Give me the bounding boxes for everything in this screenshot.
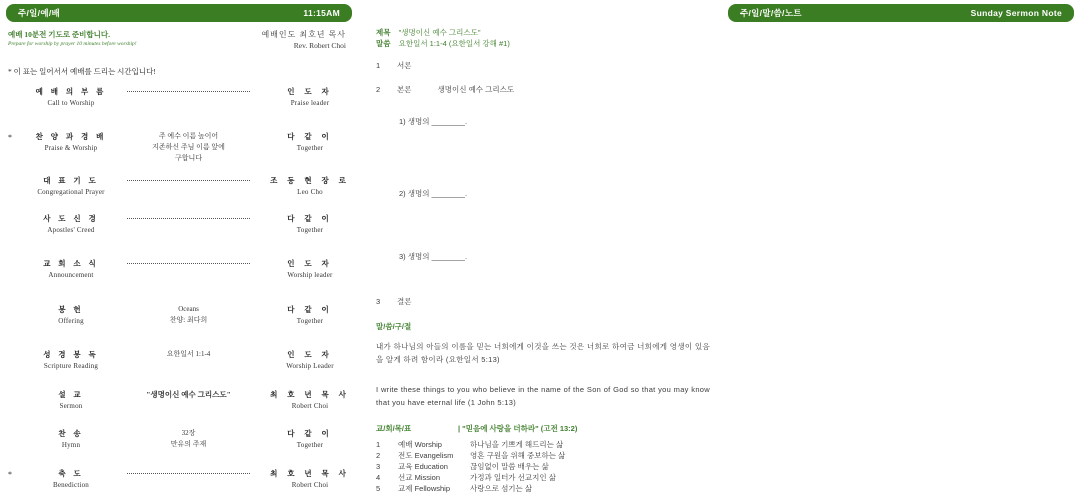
order-item-title-ko: 봉 헌 (58, 305, 84, 314)
outline-body-subtitle: 생명이신 예수 그리스도 (437, 85, 515, 94)
order-item-title-en: Announcement (48, 271, 94, 279)
order-item-title-en: Congregational Prayer (37, 188, 105, 196)
order-item-role-ko: 최 호 년 목 사 (270, 390, 350, 399)
verse-korean: 내가 하나님의 아들의 이름을 믿는 너희에게 이것을 쓰는 것은 너희로 하여금 너희에게 영생이 있음을 알게 하려 함이라 (요한일서 5:13) (376, 342, 710, 365)
sermon-title-text: "생명이신 예수 그리스도" (398, 28, 481, 37)
prep-note-ko: 예배 10분전 기도로 준비합니다. (8, 30, 110, 39)
dotted-leader (127, 213, 250, 219)
order-item-content-line: 주 예수 이름 높이어 (158, 132, 219, 140)
goal-number: 2 (376, 450, 381, 460)
order-item-title (25, 131, 117, 152)
sermon-note-panel (360, 0, 1062, 498)
outline-intro-label: 서론 (397, 61, 412, 70)
order-row (0, 213, 360, 234)
order-item-content (117, 213, 260, 219)
order-item-title (25, 428, 117, 449)
prep-note (8, 29, 137, 47)
goal-description: 영혼 구원을 위해 중보하는 삶 (470, 450, 566, 460)
order-item-role (260, 213, 360, 234)
order-item-role-en: Leo Cho (297, 188, 323, 196)
order-item-role-ko: 다 같 이 (287, 305, 333, 314)
order-item-role (260, 428, 360, 449)
goal-row (376, 440, 710, 451)
order-item-content-line: Oceans (178, 305, 199, 313)
order-item-title-en: Sermon (59, 402, 83, 410)
sermon-passage-label: 말씀 (376, 39, 391, 49)
goal-number: 4 (376, 472, 381, 482)
order-item-title-en: Praise & Worship (44, 144, 98, 152)
order-item-title-ko: 대 표 기 도 (43, 176, 99, 185)
order-item-role (260, 304, 360, 325)
order-item-title-ko: 설 교 (58, 390, 84, 399)
order-row (0, 428, 360, 450)
order-item-content (117, 389, 260, 401)
order-row (0, 86, 360, 107)
outline-intro (376, 60, 412, 71)
order-item-content (117, 86, 260, 92)
order-item-content (117, 258, 260, 264)
goal-description: 하나님을 기쁘게 해드리는 삶 (470, 440, 564, 449)
sermon-title-label: 제목 (376, 28, 391, 37)
outline-body-label: 본론 (397, 85, 412, 94)
order-item-role (260, 258, 360, 279)
outline-conclusion (376, 296, 412, 307)
order-item-content-line: 32장 (181, 429, 196, 437)
order-item-title-ko: 찬 양 과 경 배 (35, 132, 107, 141)
order-row (0, 349, 360, 370)
goal-row (376, 484, 710, 495)
stand-asterisk (8, 349, 25, 351)
order-item-role-ko: 인 도 자 (287, 350, 333, 359)
order-item-title-en: Benediction (52, 481, 90, 489)
worship-leader-en: Rev. Robert Choi (293, 41, 346, 50)
goal-name: 예배 Worship (398, 440, 442, 449)
goal-row (376, 451, 710, 462)
order-item-role (260, 131, 360, 152)
goal-number: 1 (376, 440, 381, 449)
order-row (0, 258, 360, 279)
order-item-title (25, 175, 117, 196)
goal-description: 끊임없이 말씀 배우는 삶 (470, 461, 549, 471)
sermon-title-block (376, 27, 510, 50)
dotted-leader (127, 86, 250, 92)
goal-name: 선교 Mission (398, 472, 440, 482)
outline-point-1: 1) 생명의 ________. (399, 117, 468, 126)
order-item-title (25, 468, 117, 489)
outline-body-num: 2 (376, 85, 381, 94)
order-row (0, 304, 360, 326)
order-item-role-ko: 다 같 이 (287, 132, 333, 141)
goal-row (376, 462, 710, 473)
order-item-role-en: Together (296, 144, 324, 152)
order-item-content (117, 304, 260, 326)
order-item-content-line: 찬양: 최다희 (169, 315, 208, 324)
order-item-role-ko: 인 도 자 (287, 259, 333, 268)
stand-asterisk: * (8, 133, 12, 142)
order-item-title-en: Call to Worship (47, 99, 95, 107)
order-item-role-en: Robert Choi (291, 402, 329, 410)
order-item-title-ko: 성 경 봉 독 (43, 350, 99, 359)
order-item-title (25, 349, 117, 370)
order-item-role-en: Together (296, 441, 324, 449)
order-item-title (25, 389, 117, 410)
sermon-header-bar (728, 4, 1074, 22)
stand-asterisk (8, 213, 25, 215)
worship-leader-ko: 예배인도 최호년 목사 (261, 30, 346, 39)
order-item-role-en: Together (296, 317, 324, 325)
order-item-title-en: Offering (58, 317, 84, 325)
order-item-content (117, 175, 260, 181)
sermon-passage-text: 요한일서 1:1-4 (요한일서 강해 #1) (398, 39, 510, 49)
dotted-leader (127, 258, 250, 264)
stand-asterisk (8, 86, 25, 88)
outline-point-3: 3) 생명의 ________. (399, 252, 468, 261)
worship-header-title: 주/일/예/배 (18, 8, 61, 18)
goal-number: 5 (376, 483, 381, 493)
order-item-content-line: 만유의 주재 (170, 439, 207, 448)
order-item-title (25, 213, 117, 234)
goal-description: 사랑으로 섬기는 삶 (470, 483, 533, 493)
order-item-role (260, 349, 360, 370)
order-item-role (260, 389, 360, 410)
verse-english: I write these things to you who believe in the name of the Son of God so that you may know that you have eternal life (1 John 5:13) (376, 385, 710, 408)
order-item-title-ko: 교 회 소 식 (43, 259, 99, 268)
order-row (0, 389, 360, 410)
sermon-passage-line (376, 38, 510, 49)
stand-asterisk (8, 428, 25, 430)
order-item-role-en: Worship leader (287, 271, 333, 279)
order-item-content-line: "생명이신 예수 그리스도" (146, 390, 231, 399)
goals-list (376, 440, 710, 494)
goal-row (376, 473, 710, 484)
sermon-title-line (376, 27, 510, 38)
stand-asterisk (8, 175, 25, 177)
order-item-title-ko: 사 도 신 경 (43, 214, 99, 223)
goals-heading: 교/회/목/표 (376, 424, 412, 433)
order-item-role (260, 468, 360, 489)
order-item-content (117, 428, 260, 450)
worship-order-panel (0, 0, 360, 498)
goal-name: 교육 Education (398, 461, 448, 471)
prep-note-en: Prepare for worship by prayer 10 minutes before worship! (8, 41, 137, 47)
outline-body (376, 84, 514, 95)
goal-number: 3 (376, 461, 381, 471)
goal-description: 가정과 일터가 선교지인 삶 (470, 472, 556, 482)
worship-header-bar (6, 4, 352, 22)
stand-asterisk: * (8, 470, 12, 479)
order-item-role-en: Together (296, 226, 324, 234)
order-item-content-line: 구합니다 (174, 153, 203, 162)
order-item-title-ko: 찬 송 (58, 429, 84, 438)
order-item-role-ko: 인 도 자 (287, 87, 333, 96)
order-item-content-line: 지존하신 주님 이름 앞에 (152, 142, 225, 151)
stand-asterisk (8, 389, 25, 391)
verse-heading: 말/씀/구/절 (376, 322, 412, 331)
order-item-title (25, 258, 117, 279)
stand-asterisk (8, 304, 25, 306)
order-row (0, 468, 360, 489)
order-item-role-ko: 다 같 이 (287, 429, 333, 438)
order-item-content (117, 131, 260, 164)
order-item-title-ko: 축 도 (58, 469, 84, 478)
goals-motto: | "믿음에 사랑을 더하라" (고전 13:2) (458, 424, 578, 433)
order-item-content (117, 468, 260, 474)
order-item-content (117, 349, 260, 360)
order-item-title-en: Scripture Reading (43, 362, 99, 370)
sermon-header-subtitle: Sunday Sermon Note (970, 8, 1062, 18)
order-item-title (25, 304, 117, 325)
order-item-content-line: 요한일서 1:1-4 (166, 350, 211, 358)
order-item-role-ko: 최 호 년 목 사 (270, 469, 350, 478)
outline-point-2: 2) 생명의 ________. (399, 189, 468, 198)
goal-name: 전도 Evangelism (398, 450, 454, 460)
dotted-leader (127, 175, 250, 181)
worship-leader-info (261, 29, 346, 50)
order-item-role-ko: 조 동 현 장 로 (270, 176, 350, 185)
outline-intro-num: 1 (376, 61, 381, 70)
stand-asterisk (8, 258, 25, 260)
outline-conclusion-label: 결론 (397, 297, 412, 306)
order-item-role-ko: 다 같 이 (287, 214, 333, 223)
worship-header-time: 11:15AM (303, 8, 340, 18)
order-item-title-ko: 예 배 의 부 름 (35, 87, 107, 96)
outline-conclusion-num: 3 (376, 297, 381, 306)
order-item-role (260, 86, 360, 107)
dotted-leader (127, 468, 250, 474)
order-item-role-en: Worship Leader (286, 362, 334, 370)
order-row (0, 175, 360, 196)
order-item-title-en: Hymn (61, 441, 81, 449)
stand-note: * 이 표는 일어서서 예배를 드리는 시간입니다! (8, 67, 156, 76)
sermon-header-title: 주/일/말/씀/노트 (740, 8, 802, 18)
order-item-role-en: Robert Choi (291, 481, 329, 489)
order-row (0, 131, 360, 164)
order-item-role (260, 175, 360, 196)
order-item-role-en: Praise leader (290, 99, 330, 107)
order-item-title-en: Apostles' Creed (47, 226, 95, 234)
order-item-title (25, 86, 117, 107)
goal-name: 교제 Fellowship (398, 483, 451, 493)
